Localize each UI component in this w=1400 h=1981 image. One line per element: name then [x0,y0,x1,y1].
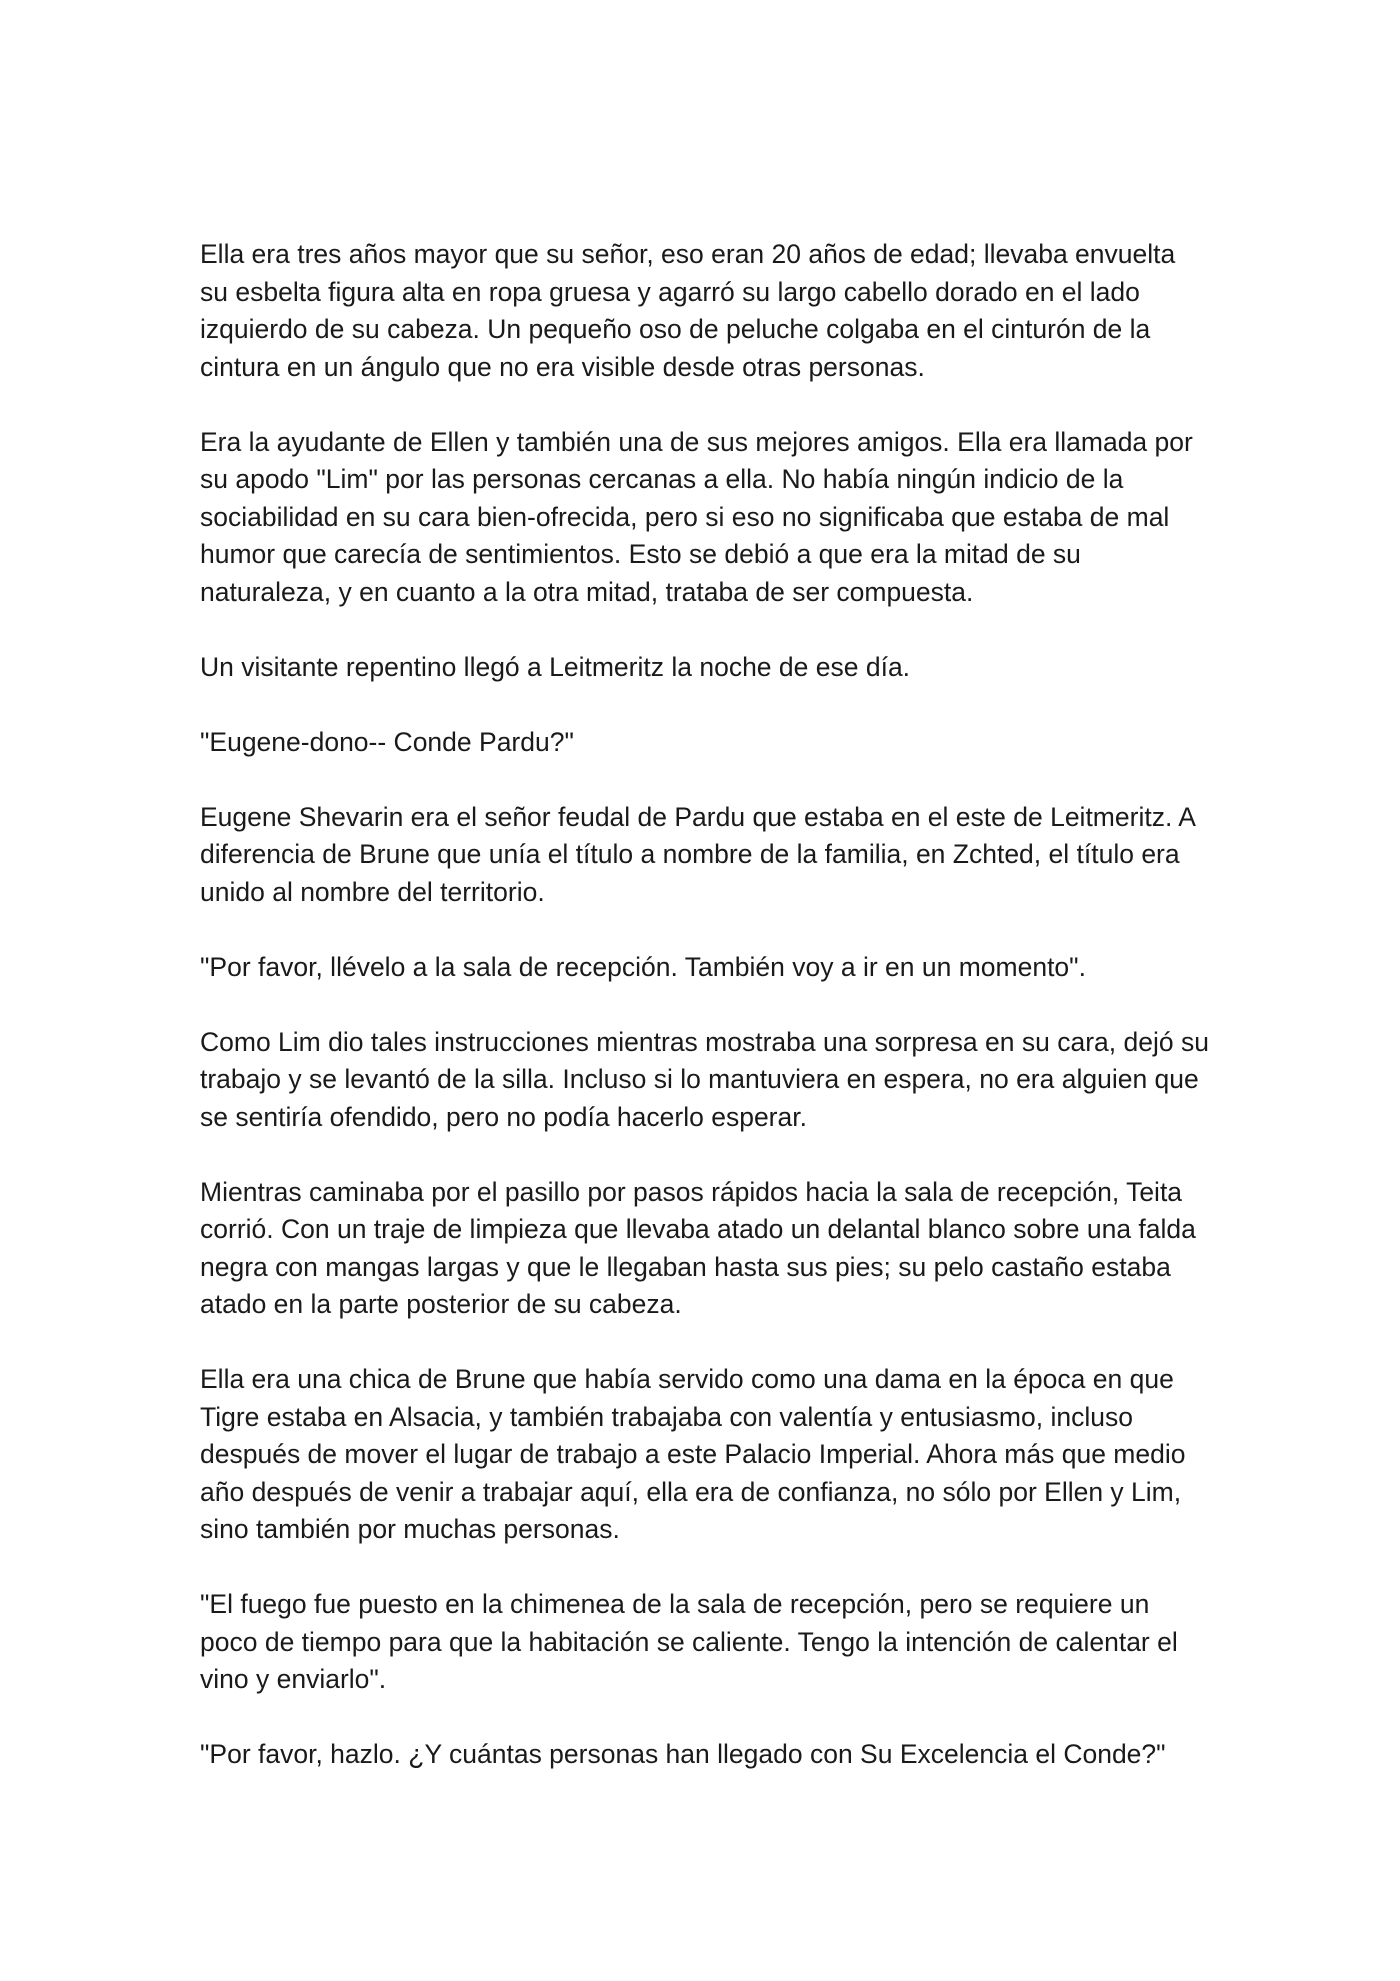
paragraph-4: "Eugene-dono-- Conde Pardu?" [200,726,574,757]
paragraph-7: Como Lim dio tales instrucciones mientras mostraba una sorpresa en su cara, dejó su trabajo y se levantó de la silla. Incluso si lo mantuviera en espera, no era alguien que se sentiría ofendido, pero no podía hacerlo esperar. [200,1026,1209,1132]
paragraph-6: "Por favor, llévelo a la sala de recepción. También voy a ir en un momento". [200,951,1086,982]
paragraph-9: Ella era una chica de Brune que había servido como una dama en la época en que Tigre estaba en Alsacia, y también trabajaba con valentía y entusiasmo, incluso después de mover el lugar de trabajo a este Palacio Imperial. Ahora más que medio año después de venir a trabajar aquí, ella era de confianza, no sólo por Ellen y Lim, sino también por muchas personas. [200,1364,1186,1544]
paragraph-8: Mientras caminaba por el pasillo por pasos rápidos hacia la sala de recepción, Teita corrió. Con un traje de limpieza que llevaba atado un delantal blanco sobre una falda negra con mangas largas y que le llegaban hasta sus pies; su pelo castaño estaba atado en la parte posterior de su cabeza. [200,1176,1196,1319]
paragraph-5: Eugene Shevarin era el señor feudal de Pardu que estaba en el este de Leitmeritz. A diferencia de Brune que unía el título a nombre de la familia, en Zchted, el título era unido al nombre del territorio. [200,801,1195,907]
paragraph-2: Era la ayudante de Ellen y también una de sus mejores amigos. Ella era llamada por su apodo "Lim" por las personas cercanas a ella. No había ningún indicio de la sociabilidad en su cara bien-ofrecida, pero si eso no significaba que estaba de mal humor que carecía de sentimientos. Esto se debió a que era la mitad de su naturaleza, y en cuanto a la otra mitad, trataba de ser compuesta. [200,426,1193,607]
paragraph-1: Ella era tres años mayor que su señor, eso eran 20 años de edad; llevaba envuelta su esbelta figura alta en ropa gruesa y agarró su largo cabello dorado en el lado izquierdo de su cabeza. Un pequeño oso de peluche colgaba en el cinturón de la cintura en un ángulo que no era visible desde otras personas. [200,239,1176,382]
document-page [200,236,1210,1774]
paragraph-3: Un visitante repentino llegó a Leitmeritz la noche de ese día. [200,651,911,682]
paragraph-10: "El fuego fue puesto en la chimenea de la sala de recepción, pero se requiere un poco de tiempo para que la habitación se caliente. Tengo la intención de calentar el vino y enviarlo". [200,1589,1178,1694]
paragraph-11: "Por favor, hazlo. ¿Y cuántas personas han llegado con Su Excelencia el Conde?" [200,1739,1166,1769]
